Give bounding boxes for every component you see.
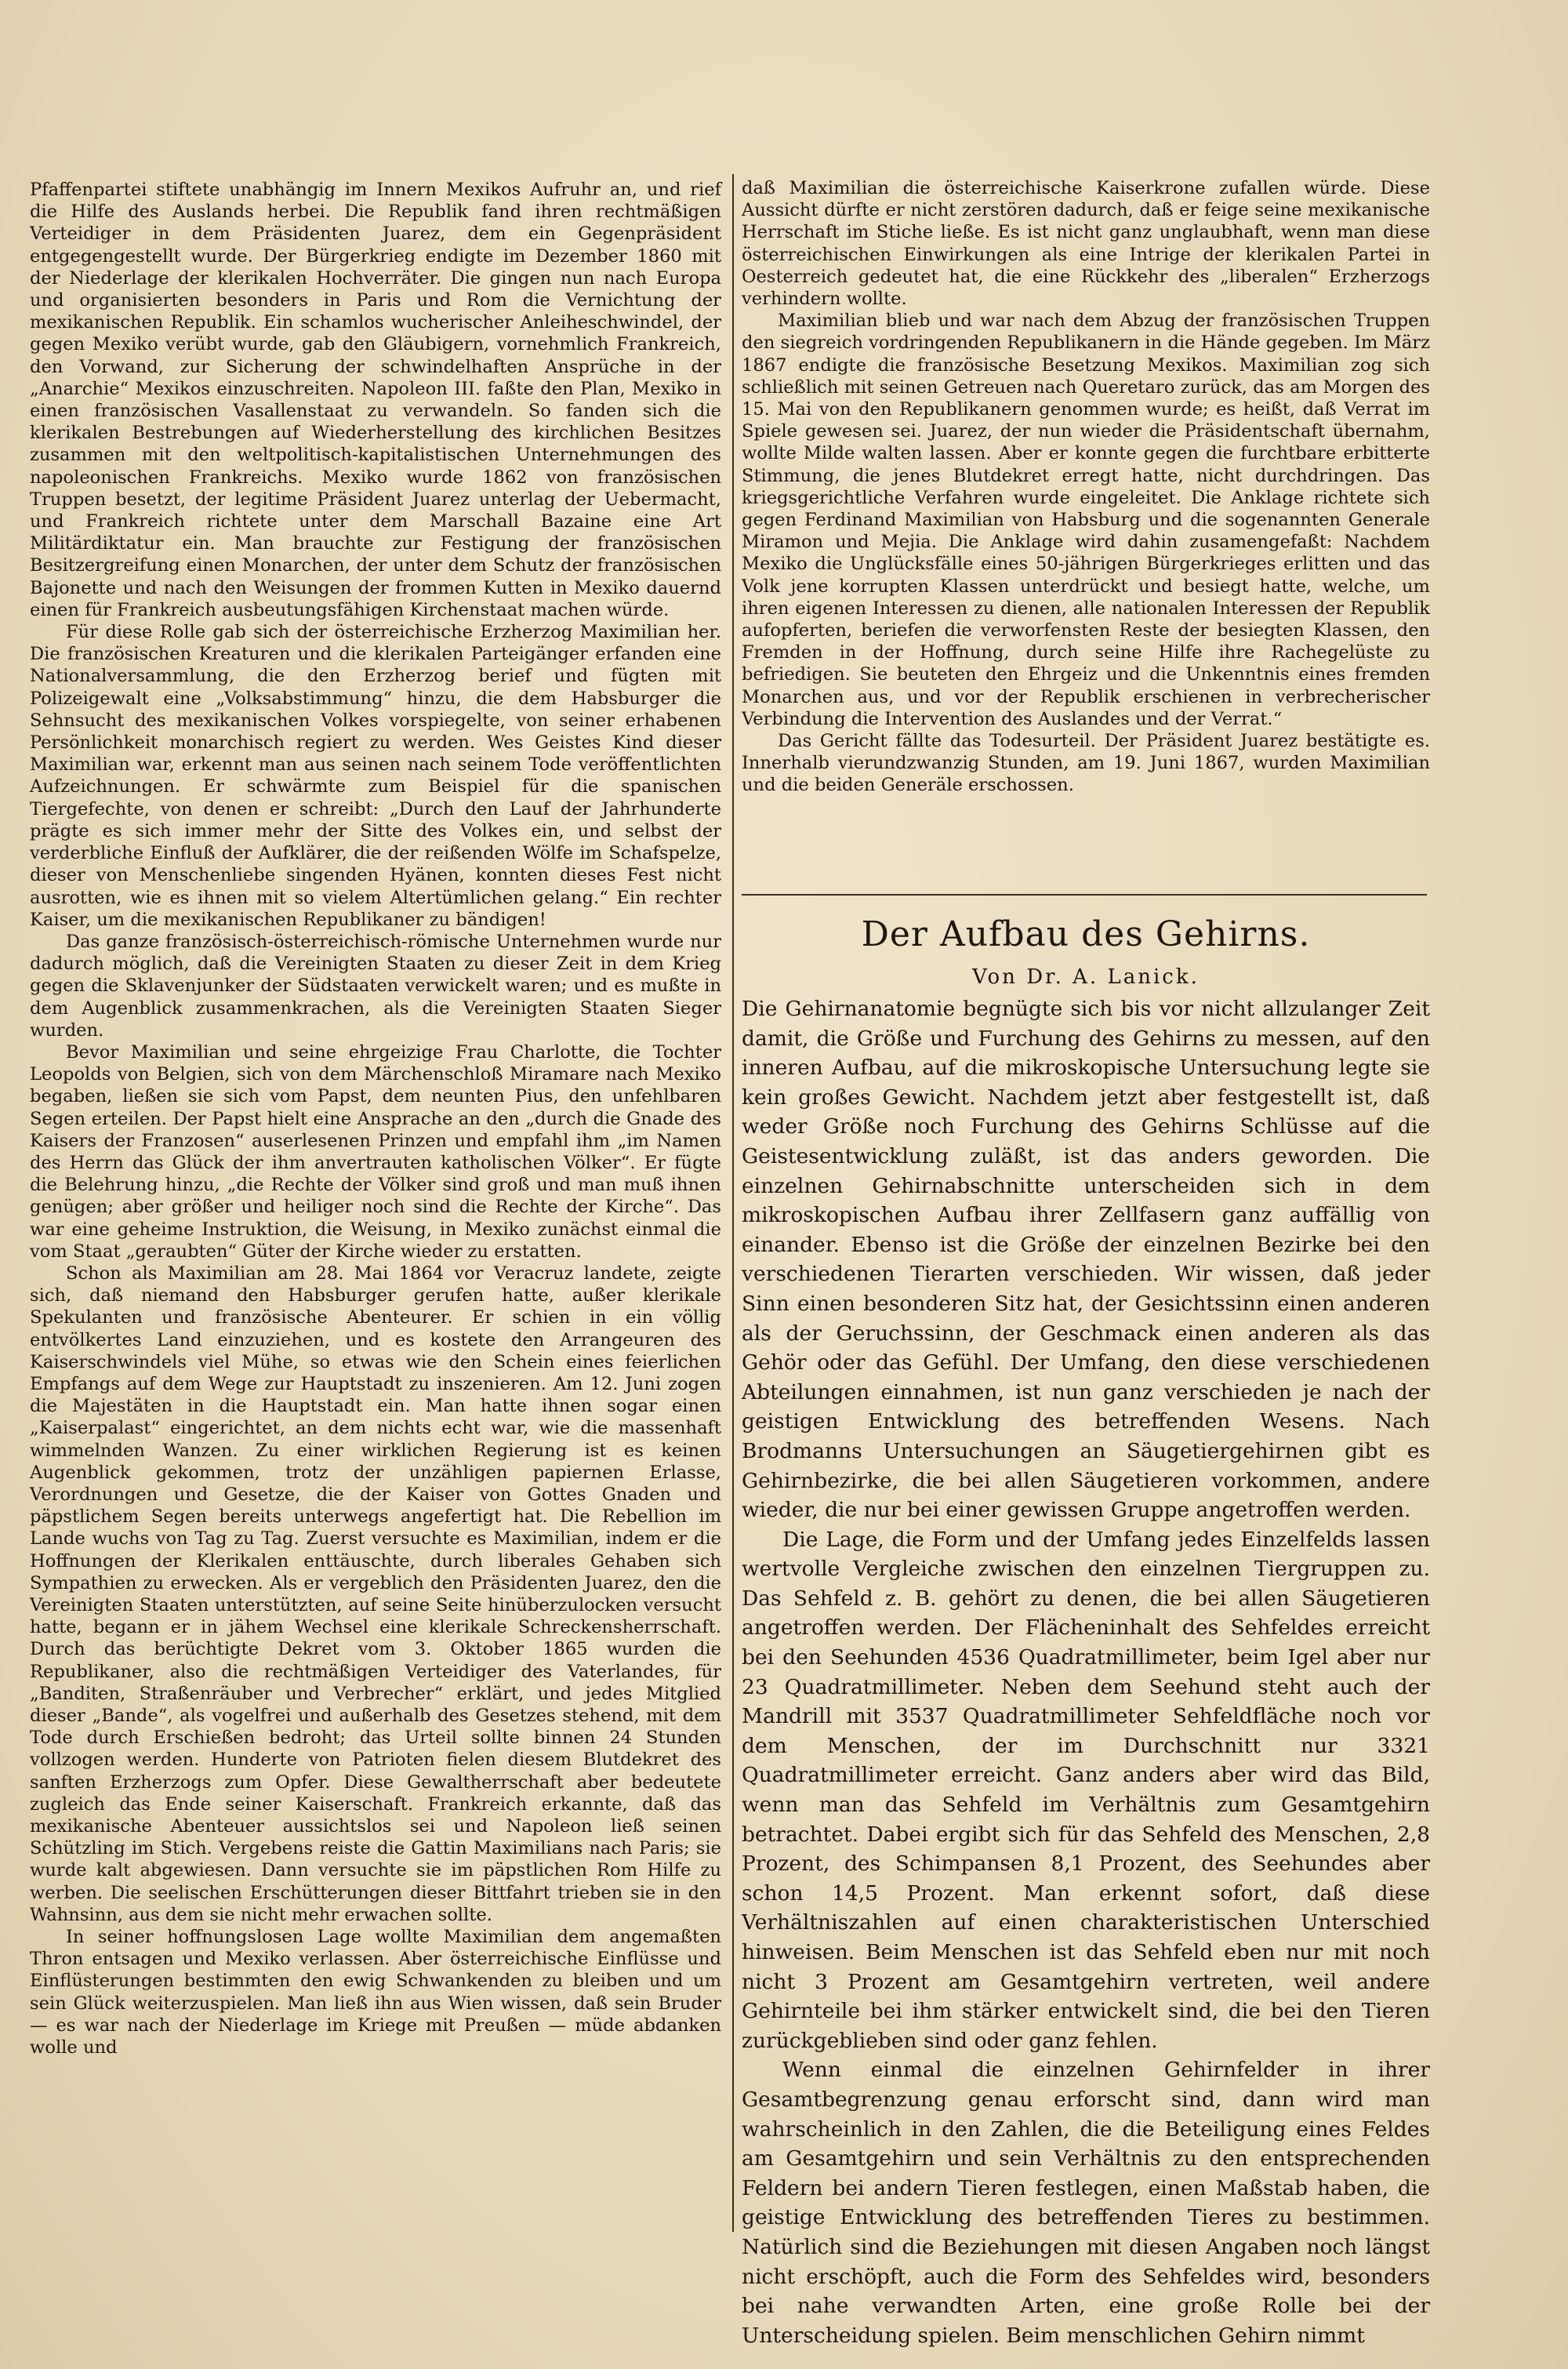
column-divider: [732, 174, 734, 2232]
right-column-continuation: [742, 177, 1430, 875]
article-body: [742, 994, 1430, 2348]
paragraph: Das ganze französisch-österreichisch-römische Unternehmen wurde nur dadurch möglich, daß die Vereinigten Staaten zu dieser Zeit in dem Krieg gegen die Sklavenjunker der Südstaaten verwickelt waren; und es mußte in dem Augenblick zusammenkrachen, als die Vereinigten Staaten Sieger wurden.: [30, 931, 721, 1041]
paragraph: Die Lage, die Form und der Umfang jedes Einzelfelds lassen wertvolle Vergleiche zwischen den einzelnen Tiergruppen zu. Das Sehfeld z. B. gehört zu denen, die bei allen Säugetieren angetroffen werden. Der Flächeninhalt des Sehfeldes erreicht bei den Seehunden 4536 Quadratmillimeter, beim Igel aber nur 23 Quadratmillimeter. Neben dem Seehund steht auch der Mandrill mit 3537 Quadratmillimeter Sehfeldfläche noch vor dem Menschen, der im Durchschnitt nur 3321 Quadratmillimeter erreicht. Ganz anders aber wird das Bild, wenn man das Sehfeld im Verhältnis zum Gesamtgehirn betrachtet. Dabei ergibt sich für das Sehfeld des Menschen, 2,8 Prozent, des Schimpansen 8,1 Prozent, des Seehundes aber schon 14,5 Prozent. Man erkennt sofort, daß diese Verhältniszahlen auf einen charakteristischen Unterschied hinweisen. Beim Menschen ist das Sehfeld eben nur mit noch nicht 3 Prozent am Gesamtgehirn vertreten, weil andere Gehirnteile bei ihm stärker entwickelt sind, die bei den Tieren zurückgeblieben sind oder ganz fehlen.: [742, 1527, 1430, 2053]
paragraph: Wenn einmal die einzelnen Gehirnfelder in ihrer Gesamtbegrenzung genau erforscht sind, dann wird man wahrscheinlich in den Zahlen, die die Beteiligung eines Feldes am Gesamtgehirn und sein Verhältnis zu den entsprechenden Feldern bei andern Tieren festlegen, einen Maßstab haben, die geistige Entwicklung des betreffenden Tieres zu bestimmen. Natürlich sind die Beziehungen mit diesen Angaben noch längst nicht erschöpft, auch die Form des Sehfeldes wird, besonders bei nahe verwandten Arten, eine große Rolle bei der Unterscheidung spielen. Beim menschlichen Gehirn nimmt: [742, 2058, 1430, 2348]
paragraph: Die Gehirnanatomie begnügte sich bis vor nicht allzulanger Zeit damit, die Größe und Furchung des Gehirns zu messen, auf den inneren Aufbau, auf die mikroskopische Untersuchung legte sie kein großes Gewicht. Nachdem jetzt aber festgestellt ist, daß weder Größe noch Furchung des Gehirns Schlüsse auf die Geistesentwicklung zuläßt, ist das anders geworden. Die einzelnen Gehirnabschnitte unterscheiden sich in dem mikroskopischen Aufbau ihrer Zellfasern ganz auffällig von einander. Ebenso ist die Größe der einzelnen Bezirke bei den verschiedenen Tierarten verschieden. Wir wissen, daß jeder Sinn einen besonderen Sitz hat, der Gesichtssinn einen anderen als der Geruchssinn, der Geschmack einen anderen als das Gehör oder das Gefühl. Der Umfang, den diese verschiedenen Abteilungen einnahmen, ist nun ganz verschieden je nach der geistigen Entwicklung des betreffenden Wesens. Nach Brodmanns Untersuchungen an Säugetiergehirnen gibt es Gehirnbezirke, die bei allen Säugetieren vorkommen, andere wieder, die nur bei einer gewissen Gruppe angetroffen werden.: [742, 997, 1430, 1523]
paragraph: Für diese Rolle gab sich der österreichische Erzherzog Maximilian her. Die französischen Kreaturen und die klerikalen Parteigänger erfanden eine Nationalversammlung, die den Erzherzog berief und fügten mit Polizeigewalt eine „Volksabstimmung“ hinzu, die dem Habsburger die Sehnsucht des mexikanischen Volkes vorspiegelte, von seiner erhabenen Persönlichkeit monarchisch regiert zu werden. Wes Geistes Kind dieser Maximilian war, erkennt man aus seinen nach seinem Tode veröffentlichten Aufzeichnungen. Er schwärmte zum Beispiel für die spanischen Tiergefechte, von denen er schreibt: „Durch den Lauf der Jahrhunderte prägte es sich immer mehr der Sitte des Volkes ein, und selbst der verderbliche Einfluß der Aufklärer, die der reißenden Wölfe im Schafspelze, dieser von Menschenliebe singenden Hyänen, konnten dieses Fest nicht ausrotten, wie es ihnen mit so vielem Altertümlichen gelang.“ Ein rechter Kaiser, um die mexikanischen Republikaner zu bändigen!: [30, 622, 721, 930]
left-column: [30, 179, 721, 2296]
paragraph: In seiner hoffnungslosen Lage wollte Maximilian dem angemaßten Thron entsagen und Mexiko verlassen. Aber österreichische Einflüsse und Einflüsterungen bestimmten den ewig Schwankenden zu bleiben und um sein Glück weiterzuspielen. Man ließ ihn aus Wien wissen, daß sein Bruder — es war nach der Niederlage im Kriege mit Preußen — müde abdanken wolle und: [30, 1927, 721, 2058]
article-separator: [742, 894, 1427, 896]
paragraph: Pfaffenpartei stiftete unabhängig im Innern Mexikos Aufruhr an, und rief die Hilfe des Auslands herbei. Die Republik fand ihren rechtmäßigen Verteidiger in dem Präsidenten Juarez, dem ein Gegenpräsident entgegengestellt wurde. Der Bürgerkrieg endigte im Dezember 1860 mit der Niederlage der klerikalen Hochverräter. Die gingen nun nach Europa und organisierten besonders in Paris und Rom die Vernichtung der mexikanischen Republik. Ein schamlos wucherischer Anleiheschwindel, der gegen Mexiko verübt wurde, gab den Gläubigern, vornehmlich Frankreich, den Vorwand, zur Sicherung der schwindelhaften Ansprüche in der „Anarchie“ Mexikos einzuschreiten. Napoleon III. faßte den Plan, Mexiko in einen französischen Vasallenstaat zu verwandeln. So fanden sich die klerikalen Bestrebungen auf Wiederherstellung des kirchlichen Besitzes zusammen mit den weltpolitisch-kapitalistischen Unternehmungen des napoleonischen Frankreichs. Mexiko wurde 1862 von französischen Truppen besetzt, der legitime Präsident Juarez unterlag der Uebermacht, und Frankreich richtete unter dem Marschall Bazaine eine Art Militärdiktatur ein. Man brauchte zur Festigung der französischen Besitzergreifung einen Monarchen, der unter dem Schutz der französischen Bajonette und nach den Weisungen der frommen Kutten in Mexiko dauernd einen für Frankreich ausbeutungsfähigen Kirchenstaat machen würde.: [30, 180, 721, 620]
paragraph: Bevor Maximilian und seine ehrgeizige Frau Charlotte, die Tochter Leopolds von Belgien, sich von dem Märchenschloß Miramare nach Mexiko begaben, ließen sie sich vom Papst, dem neunten Pius, den unfehlbaren Segen erteilen. Der Papst hielt eine Ansprache an den „durch die Gnade des Kaisers der Franzosen“ auserlesenen Prinzen und empfahl ihm „im Namen des Herrn das Glück der ihm anvertrauten katholischen Völker“. Er fügte die Belehrung hinzu, „die Rechte der Völker sind groß und man muß ihnen genügen; aber größer und heiliger noch sind die Rechte der Kirche“. Das war eine geheime Instruktion, die Weisung, in Mexiko zunächst einmal die vom Staat „geraubten“ Güter der Kirche wieder zu erstatten.: [30, 1041, 721, 1262]
paragraph: daß Maximilian die österreichische Kaiserkrone zufallen würde. Diese Aussicht dürfte er nicht zerstören dadurch, daß er feige seine mexikanische Herrschaft im Stiche ließe. Es ist nicht ganz unglaubhaft, wenn man diese österreichischen Einwirkungen als eine Intrige der klerikalen Partei in Oesterreich gedeutet hat, die eine Rückkehr des „liberalen“ Erzherzogs verhindern wollte.: [742, 178, 1430, 310]
paragraph: Maximilian blieb und war nach dem Abzug der französischen Truppen den siegreich vordringenden Republikanern in die Hände gegeben. Im März 1867 endigte die französische Besetzung Mexikos. Maximilian zog sich schließlich mit seinen Getreuen nach Queretaro zurück, das am Morgen des 15. Mai von den Republikanern genommen wurde; es heißt, daß Verrat im Spiele gewesen sei. Juarez, der nun wieder die Präsidentschaft übernahm, wollte Milde walten lassen. Aber er konnte gegen die furchtbare erbitterte Stimmung, die jenes Blutdekret erregt hatte, nicht durchdringen. Das kriegsgerichtliche Verfahren wurde eingeleitet. Die Anklage richtete sich gegen Ferdinand Maximilian von Habsburg und die sogenannten Generale Miramon und Mejia. Die Anklage wird dahin zusamengefaßt: Nachdem Mexiko die Unglücksfälle eines 50-jährigen Bürgerkrieges erlitten und das Volk jene korrupten Klassen unterdrückt und besiegt hatte, welche, um ihren eigenen Interessen zu dienen, alle nationalen Interessen der Republik aufopferten, beriefen die verworfensten Reste der besiegten Klassen, den Fremden in der Hoffnung, durch seine Hilfe ihre Rachegelüste zu befriedigen. Sie beuteten den Ehrgeiz und die Unkenntnis eines fremden Monarchen aus, und vor der Republik erschienen in verbrecherischer Verbindung die Intervention des Auslandes und der Verrat.“: [742, 311, 1430, 729]
article-author: Von Dr. A. Lanick.: [972, 965, 1200, 989]
article-title: Der Aufbau des Gehirns.: [861, 914, 1311, 954]
paragraph: Das Gericht fällte das Todesurteil. Der Präsident Juarez bestätigte es. Innerhalb vierundzwanzig Stunden, am 19. Juni 1867, wurden Maximilian und die beiden Generäle erschossen.: [742, 731, 1430, 796]
paragraph: Schon als Maximilian am 28. Mai 1864 vor Veracruz landete, zeigte sich, daß niemand den Habsburger gerufen hatte, außer klerikale Spekulanten und französische Abenteurer. Er schien in ein völlig entvölkertes Land einzuziehen, und es kostete den Arrangeuren des Kaiserschwindels viel Mühe, so etwas wie den Schein eines feierlichen Empfangs auf dem Wege zur Hauptstadt zu inszenieren. Am 12. Juni zogen die Majestäten in die Hauptstadt ein. Man hatte ihnen sogar einen „Kaiserpalast“ eingerichtet, an dem nichts echt war, wie die massenhaft wimmelnden Wanzen. Zu einer wirklichen Regierung ist es keinen Augenblick gekommen, trotz der unzähligen papiernen Erlasse, Verordnungen und Gesetze, die der Kaiser von Gottes Gnaden und päpstlichem Segen bereits unterwegs angefertigt hat. Die Rebellion im Lande wuchs von Tag zu Tag. Zuerst versuchte es Maximilian, indem er die Hoffnungen der Klerikalen enttäuschte, durch liberales Gehaben sich Sympathien zu erwecken. Als er vergeblich den Präsidenten Juarez, den die Vereinigten Staaten unterstützten, auf seine Seite hinüberzulocken versucht hatte, begann er in jähem Wechsel eine klerikale Schreckensherrschaft. Durch das berüchtigte Dekret vom 3. Oktober 1865 wurden die Republikaner, also die rechtmäßigen Verteidiger des Vaterlandes, für „Banditen, Straßenräuber und Verbrecher“ erklärt, und jedes Mitglied dieser „Bande“, als vogelfrei und außerhalb des Gesetzes stehend, mit dem Tode durch Erschießen bedroht; das Urteil sollte binnen 24 Stunden vollzogen werden. Hunderte von Patrioten fielen diesem Blutdekret des sanften Erzherzogs zum Opfer. Diese Gewaltherrschaft aber bedeutete zugleich das Ende seiner Kaiserschaft. Frankreich erkannte, daß das mexikanische Abenteuer aussichtslos sei und Napoleon ließ seinen Schützling im Stich. Vergebens reiste die Gattin Maximilians nach Paris; sie wurde kalt abgewiesen. Dann versuchte sie im päpstlichen Rom Hilfe zu werben. Die seelischen Erschütterungen dieser Bittfahrt trieben sie in den Wahnsinn, aus dem sie nicht mehr erwachen sollte.: [30, 1263, 721, 1925]
